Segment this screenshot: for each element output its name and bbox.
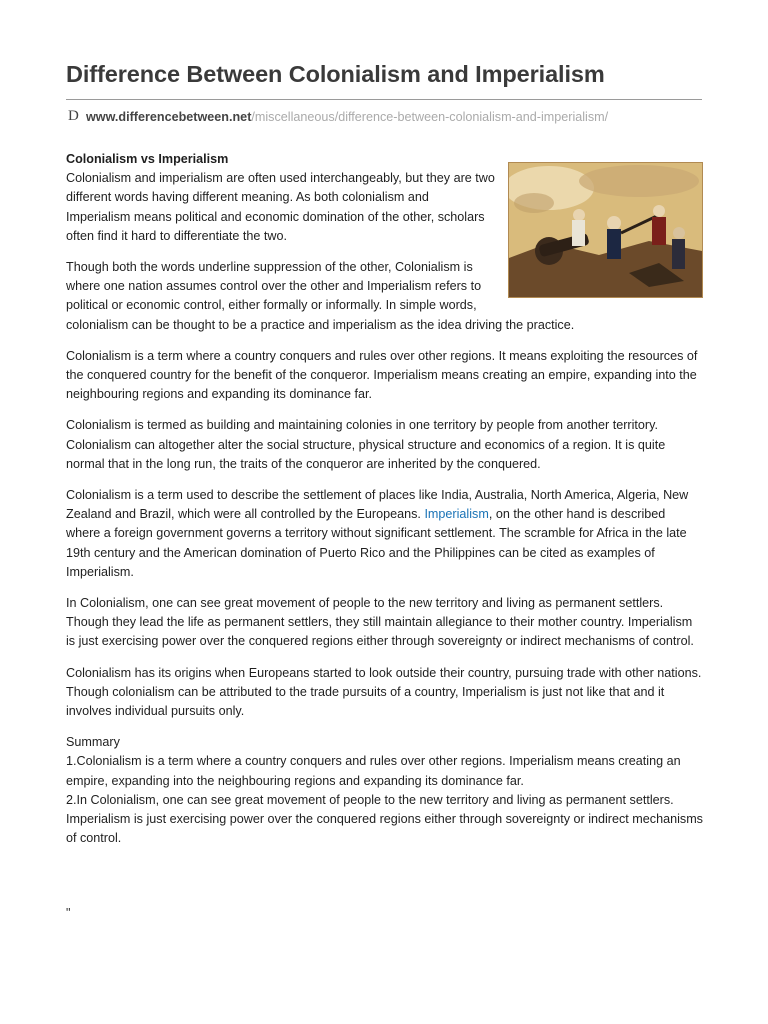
source-url[interactable] bbox=[86, 110, 608, 124]
source-url-path[interactable]: /miscellaneous/difference-between-colonialism-and-imperialism/ bbox=[251, 110, 609, 124]
article-body bbox=[66, 150, 703, 861]
paragraph-text: Colonialism is a term used to describe the settlement of places like India, Australia, North America, Algeria, New Zealand and Brazil, which were all controlled by the Europeans. bbox=[66, 488, 689, 522]
source-url-domain[interactable]: www.differencebetween.net bbox=[86, 110, 252, 124]
summary-section bbox=[66, 733, 703, 848]
paragraph-text: , on the other hand is described where a foreign government governs a territory without significant settlement. The scramble for Africa in the late 19th century and the American domination of Puerto Rico and the Philippines can be cited as examples of Imperialism. bbox=[66, 507, 687, 579]
closing-quote-mark: " bbox=[66, 906, 71, 920]
paragraph: In Colonialism, one can see great movement of people to the new territory and living as permanent settlers. Though they lead the life as permanent settlers, they still maintain allegiance to their mother country. Imperialism is just exercising power over the conquered regions either through sovereignty or indirect mechanisms of control. bbox=[66, 596, 694, 649]
paragraph: Colonialism is a term where a country conquers and rules over other regions. It means exploiting the resources of the conquered country for the benefit of the conqueror. Imperialism means creating an empire, expanding into the neighbouring regions and expanding its dominance far. bbox=[66, 348, 698, 402]
paragraph bbox=[66, 486, 703, 582]
summary-item: 1.Colonialism is a term where a country conquers and rules over other regions. Imperialism means creating an empire, expanding into the neighbouring regions and expanding its dominance far. bbox=[66, 754, 681, 788]
document-icon: D bbox=[68, 108, 79, 124]
paragraph: Colonialism has its origins when Europeans started to look outside their country, pursuing trade with other nations. Though colonialism can be attributed to the trade pursuits of a country, Imperialism is just not like that and it involves individual pursuits only. bbox=[66, 665, 702, 719]
article-image bbox=[508, 162, 703, 298]
paragraph: Though both the words underline suppression of the other, Colonialism is where one nation assumes control over the other and Imperialism refers to political or economic control, either formally or informally. In simple words, colonialism can be thought to be a practice and imperialism as the idea driving the practice. bbox=[66, 260, 575, 332]
battle-painting-icon bbox=[509, 163, 702, 297]
imperialism-link[interactable]: Imperialism bbox=[424, 507, 489, 522]
title-divider bbox=[66, 99, 702, 100]
summary-title: Summary bbox=[66, 735, 120, 750]
paragraph-text: Colonialism and imperialism are often used interchangeably, but they are two different words having different meaning. As both colonialism and Imperialism means political and economic domination of the other, scholars often find it hard to differentiate the two. bbox=[66, 171, 495, 243]
page-title: Difference Between Colonialism and Imperialism bbox=[66, 61, 605, 87]
summary-item: 2.In Colonialism, one can see great movement of people to the new territory and living as permanent settlers. Imperialism is just exercising power over the conquered regions either through sovereignty or indirect mechanisms of control. bbox=[66, 792, 703, 846]
paragraph: Colonialism is termed as building and maintaining colonies in one territory by people from another territory. Colonialism can altogether alter the social structure, physical structure and economics of a region. It is quite normal that in the long run, the traits of the conqueror are inherited by the conquered. bbox=[66, 418, 666, 471]
section-heading: Colonialism vs Imperialism bbox=[66, 152, 229, 166]
